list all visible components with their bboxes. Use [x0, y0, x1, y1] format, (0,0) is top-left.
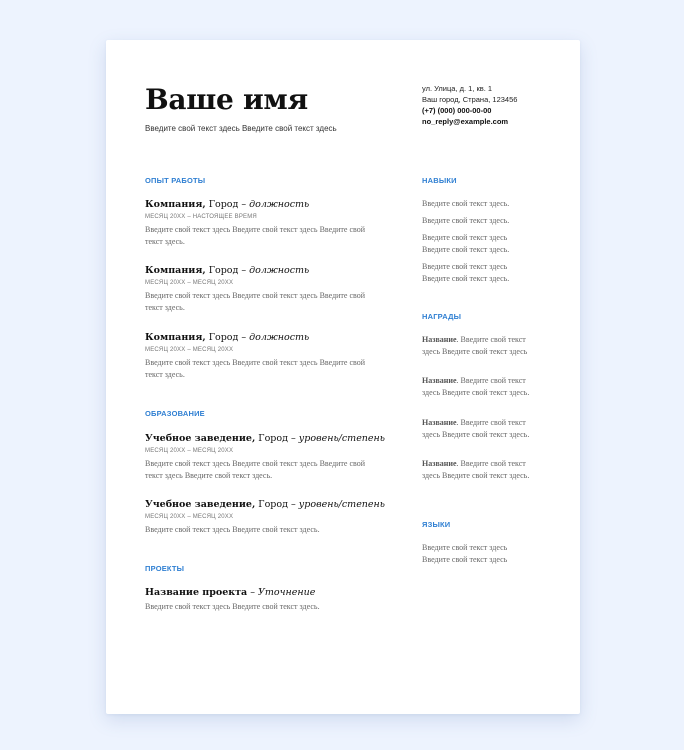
- skill-text: Введите свой текст здесь Введите свой текст здесь.: [422, 233, 510, 254]
- entry-role: Уточнение: [257, 587, 316, 598]
- entry-title: [145, 198, 380, 211]
- award-text: . Введите свой текст здесь Введите свой текст здесь.: [422, 459, 530, 480]
- skill-item: [422, 215, 530, 227]
- education-entry: [145, 498, 385, 536]
- entry-city: –: [247, 587, 258, 598]
- entry-dates: МЕСЯЦ 20XX – МЕСЯЦ 20XX: [145, 514, 234, 520]
- entry-title: [145, 432, 385, 445]
- languages-item: [422, 542, 530, 566]
- award-item: [422, 375, 530, 399]
- address-line-1: ул. Улица, д. 1, кв. 1: [422, 84, 493, 93]
- resume-page: [106, 40, 580, 714]
- section-title-skills: НАВЫКИ: [422, 176, 457, 185]
- email-address: no_reply@example.com: [422, 117, 509, 126]
- entry-dates: МЕСЯЦ 20XX – МЕСЯЦ 20XX: [145, 448, 234, 454]
- entry-city: Город –: [205, 265, 250, 276]
- section-title-experience: ОПЫТ РАБОТЫ: [145, 176, 206, 185]
- section-title-awards: НАГРАДЫ: [422, 312, 462, 321]
- entry-description: Введите свой текст здесь Введите свой текст здесь Введите свой текст здесь Введите свой текст здесь.: [145, 459, 366, 480]
- skill-text: Введите свой текст здесь Введите свой текст здесь.: [422, 262, 510, 283]
- skill-text: Введите свой текст здесь.: [422, 216, 510, 225]
- section-title-languages: ЯЗЫКИ: [422, 520, 451, 529]
- entry-role: должность: [249, 332, 310, 343]
- award-item: [422, 458, 530, 482]
- skill-item: [422, 232, 530, 256]
- experience-entry: [145, 331, 380, 381]
- award-name: Название: [422, 376, 457, 385]
- entry-city: Город –: [205, 199, 250, 210]
- entry-title: [145, 264, 380, 277]
- entry-description: Введите свой текст здесь Введите свой текст здесь Введите свой текст здесь.: [145, 291, 366, 312]
- entry-dates: МЕСЯЦ 20XX – МЕСЯЦ 20XX: [145, 280, 234, 286]
- entry-description: Введите свой текст здесь Введите свой текст здесь.: [145, 525, 320, 534]
- award-item: [422, 334, 530, 358]
- section-title-projects: ПРОЕКТЫ: [145, 564, 185, 573]
- address-line-2: Ваш город, Страна, 123456: [422, 95, 518, 104]
- experience-entry: [145, 264, 380, 314]
- entry-org: Компания,: [145, 199, 206, 210]
- entry-title: [145, 498, 385, 511]
- entry-org: Название проекта: [145, 587, 248, 598]
- resume-tagline: Введите свой текст здесь Введите свой текст здесь: [145, 124, 337, 133]
- award-name: Название: [422, 335, 457, 344]
- entry-role: должность: [249, 199, 310, 210]
- award-name: Название: [422, 459, 457, 468]
- entry-city: Город –: [255, 499, 299, 510]
- entry-description: Введите свой текст здесь Введите свой текст здесь.: [145, 602, 320, 611]
- project-entry: [145, 586, 380, 613]
- resume-name: Ваше имя: [145, 83, 308, 116]
- skill-item: [422, 198, 530, 210]
- entry-role: уровень/степень: [298, 499, 385, 510]
- entry-dates: МЕСЯЦ 20XX – НАСТОЯЩЕЕ ВРЕМЯ: [145, 214, 257, 220]
- entry-org: Учебное заведение,: [145, 499, 256, 510]
- contact-block: [422, 83, 517, 127]
- entry-dates: МЕСЯЦ 20XX – МЕСЯЦ 20XX: [145, 347, 234, 353]
- education-entry: [145, 432, 385, 482]
- phone-number: (+7) (000) 000-00-00: [422, 106, 492, 115]
- entry-city: Город –: [205, 332, 250, 343]
- entry-title: [145, 586, 380, 599]
- entry-role: уровень/степень: [298, 433, 385, 444]
- section-title-education: ОБРАЗОВАНИЕ: [145, 409, 205, 418]
- entry-city: Город –: [255, 433, 299, 444]
- award-text: . Введите свой текст здесь Введите свой текст здесь.: [422, 418, 530, 439]
- entry-org: Компания,: [145, 265, 206, 276]
- entry-org: Учебное заведение,: [145, 433, 256, 444]
- award-text: . Введите свой текст здесь Введите свой текст здесь.: [422, 376, 530, 397]
- entry-role: должность: [249, 265, 310, 276]
- skill-text: Введите свой текст здесь.: [422, 199, 510, 208]
- languages-text: Введите свой текст здесь Введите свой текст здесь: [422, 543, 508, 564]
- entry-description: Введите свой текст здесь Введите свой текст здесь Введите свой текст здесь.: [145, 225, 366, 246]
- award-name: Название: [422, 418, 457, 427]
- skill-item: [422, 261, 530, 285]
- award-text: . Введите свой текст здесь Введите свой текст здесь: [422, 335, 528, 356]
- experience-entry: [145, 198, 380, 248]
- entry-org: Компания,: [145, 332, 206, 343]
- entry-description: Введите свой текст здесь Введите свой текст здесь Введите свой текст здесь.: [145, 358, 366, 379]
- entry-title: [145, 331, 380, 344]
- award-item: [422, 417, 530, 441]
